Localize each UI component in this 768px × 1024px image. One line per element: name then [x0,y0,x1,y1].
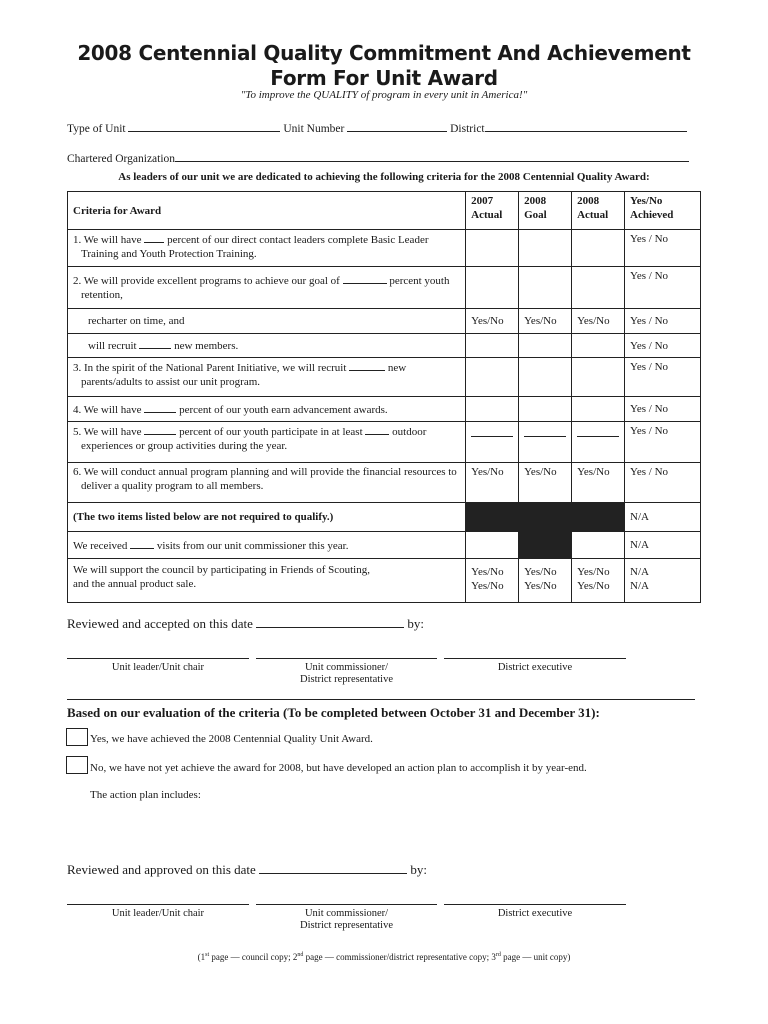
form-title-line2: Form For Unit Award [270,66,498,90]
cell-2008-actual[interactable] [572,532,625,559]
cell-2008-goal[interactable] [519,397,572,422]
review-approved-date-field[interactable] [259,860,407,874]
unit-leader-signature-line[interactable] [67,658,249,659]
cell-2008-goal[interactable] [519,267,572,309]
achieved-no-checkbox[interactable] [66,756,88,774]
achieved-yes-checkbox[interactable] [66,728,88,746]
achieved-cell: Yes / No [625,334,701,358]
table-row [68,267,701,309]
achieved-cell: N/A N/A [625,559,701,603]
cell-2008-goal[interactable] [519,230,572,267]
cell-2008-goal: Yes/No [519,463,572,503]
cell-2007-actual[interactable] [466,267,519,309]
achieved-cell: N/A [625,503,701,532]
cell-2007-actual: Yes/No [466,309,519,334]
chartered-org-label: Chartered Organization [67,153,176,165]
2008-goal-header: 2008 Goal [519,192,572,230]
review-accepted-line: Reviewed and accepted on this date by: [67,616,425,631]
2007-actual-header: 2007 Actual [466,192,519,230]
review-accepted-date-field[interactable] [256,614,404,628]
criteria-1: 1. We will have percent of our direct contact leaders complete Basic Leader Training and Youth Protection Training. [68,230,466,267]
cell-2007-actual[interactable] [466,397,519,422]
cell-2008-goal[interactable] [519,422,572,463]
evaluation-title: Based on our evaluation of the criteria (To be completed between October 31 and December 31): [67,705,600,720]
criteria-2-recruit: will recruit new members. [68,334,466,358]
criteria-table [67,191,701,603]
criteria-2-recharter: recharter on time, and [68,309,466,334]
cell-2008-goal[interactable] [519,358,572,397]
yes-no-achieved-header: Yes/No Achieved [625,192,701,230]
chartered-org-field[interactable] [175,150,689,162]
blocked-cell [466,503,519,532]
cell-2008-actual[interactable] [572,334,625,358]
table-row [68,358,701,397]
form-subtitle: "To improve the QUALITY of program in every unit in America!" [240,89,528,101]
commissioner-visits: We received visits from our unit commissioner this year. [68,532,466,559]
achieved-cell: Yes / No [625,358,701,397]
table-row [68,503,701,532]
table-row [68,309,701,334]
table-row [68,532,701,559]
achieved-yes-label: Yes, we have achieved the 2008 Centennial Quality Unit Award. [90,733,373,745]
unit-number-label: Unit Number [283,123,345,135]
action-plan-label: The action plan includes: [90,789,201,801]
cell-2008-actual[interactable] [572,397,625,422]
form-title-line1: 2008 Centennial Quality Commitment And Achievement [77,41,691,65]
unit-info-row [67,120,687,135]
cell-2008-actual[interactable] [572,267,625,309]
unit-leader-label-2: Unit leader/Unit chair [111,908,205,919]
table-row [68,397,701,422]
district-label: District [450,123,485,135]
achieved-cell: N/A [625,532,701,559]
commissioner-label-2: Unit commissioner/ District representative [299,908,393,931]
criteria-1-blank[interactable] [144,232,164,243]
cell-2007-actual: Yes/No [466,463,519,503]
cell-2008-actual: Yes/No [572,463,625,503]
blocked-cell [519,503,572,532]
cell-2007-actual[interactable] [466,358,519,397]
achieved-cell: Yes / No [625,267,701,309]
review-approved-line: Reviewed and approved on this date by: [67,862,427,877]
criteria-3: 3. In the spirit of the National Parent Initiative, we will recruit new parents/adults to assist our unit program. [68,358,466,397]
type-of-unit-label: Type of Unit [67,123,126,135]
chartered-org-row [67,150,689,165]
cell-2008-actual[interactable] [572,422,625,463]
table-row [68,334,701,358]
table-row [68,230,701,267]
unit-leader-signature-line-2[interactable] [67,904,249,905]
2008-actual-header: 2008 Actual [572,192,625,230]
table-row [68,422,701,463]
commitment-statement: As leaders of our unit we are dedicated to achieving the following criteria for the 2008 Centennial Quality Award: [118,171,650,183]
criteria-5-count-blank[interactable] [365,424,389,435]
copy-distribution-note: (1st page — council copy; 2nd page — commissioner/district representative copy; 3rd page — unit copy) [197,952,571,962]
criteria-header: Criteria for Award [68,192,466,230]
commissioner-signature-line-2[interactable] [256,904,437,905]
district-exec-signature-line[interactable] [444,658,626,659]
cell-2007-actual[interactable] [466,230,519,267]
district-exec-label: District executive [497,662,573,673]
optional-items-note: (The two items listed below are not required to qualify.) [68,503,466,532]
criteria-5: 5. We will have percent of our youth participate in at least outdoor experiences or group activities during the year. [68,422,466,463]
commissioner-signature-line[interactable] [256,658,437,659]
cell-2007-actual[interactable] [466,532,519,559]
criteria-3-blank[interactable] [349,360,385,371]
achieved-cell: Yes / No [625,397,701,422]
type-of-unit-field[interactable] [128,120,280,132]
table-header-row [68,192,701,230]
cell-2008-goal[interactable] [519,334,572,358]
achieved-cell: Yes / No [625,463,701,503]
district-field[interactable] [485,120,687,132]
achieved-cell: Yes / No [625,309,701,334]
achieved-no-label: No, we have not yet achieve the award for 2008, but have developed an action plan to accomplish it by year-end. [90,762,587,774]
criteria-2: 2. We will provide excellent programs to achieve our goal of percent youth retention, [68,267,466,309]
visits-blank[interactable] [130,538,154,549]
recruit-blank[interactable] [139,338,171,349]
achieved-cell: Yes / No [625,422,701,463]
criteria-6: 6. We will conduct annual program planning and will provide the financial resources to deliver a quality program to all members. [68,463,466,503]
blocked-cell [519,532,572,559]
table-row [68,559,701,603]
cell-2007-actual[interactable] [466,334,519,358]
table-row [68,463,701,503]
criteria-4-blank[interactable] [144,402,176,413]
council-support: We will support the council by participating in Friends of Scouting, and the annual product sale. [68,559,466,603]
criteria-5-percent-blank[interactable] [144,424,176,435]
commissioner-label: Unit commissioner/ District representative [299,662,393,685]
cell-2008-actual: Yes/No [572,309,625,334]
section-divider [67,699,695,700]
criteria-4: 4. We will have percent of our youth earn advancement awards. [68,397,466,422]
criteria-2-blank[interactable] [343,273,387,284]
cell-2008-goal: Yes/No [519,309,572,334]
blocked-cell [572,503,625,532]
cell-2008-actual[interactable] [572,230,625,267]
cell-2007-actual: Yes/No Yes/No [466,559,519,603]
district-exec-label-2: District executive [497,908,573,919]
unit-leader-label: Unit leader/Unit chair [111,662,205,673]
cell-2008-goal: Yes/No Yes/No [519,559,572,603]
district-exec-signature-line-2[interactable] [444,904,626,905]
cell-2007-actual[interactable] [466,422,519,463]
achieved-cell: Yes / No [625,230,701,267]
unit-number-field[interactable] [347,120,447,132]
cell-2008-actual[interactable] [572,358,625,397]
cell-2008-actual: Yes/No Yes/No [572,559,625,603]
